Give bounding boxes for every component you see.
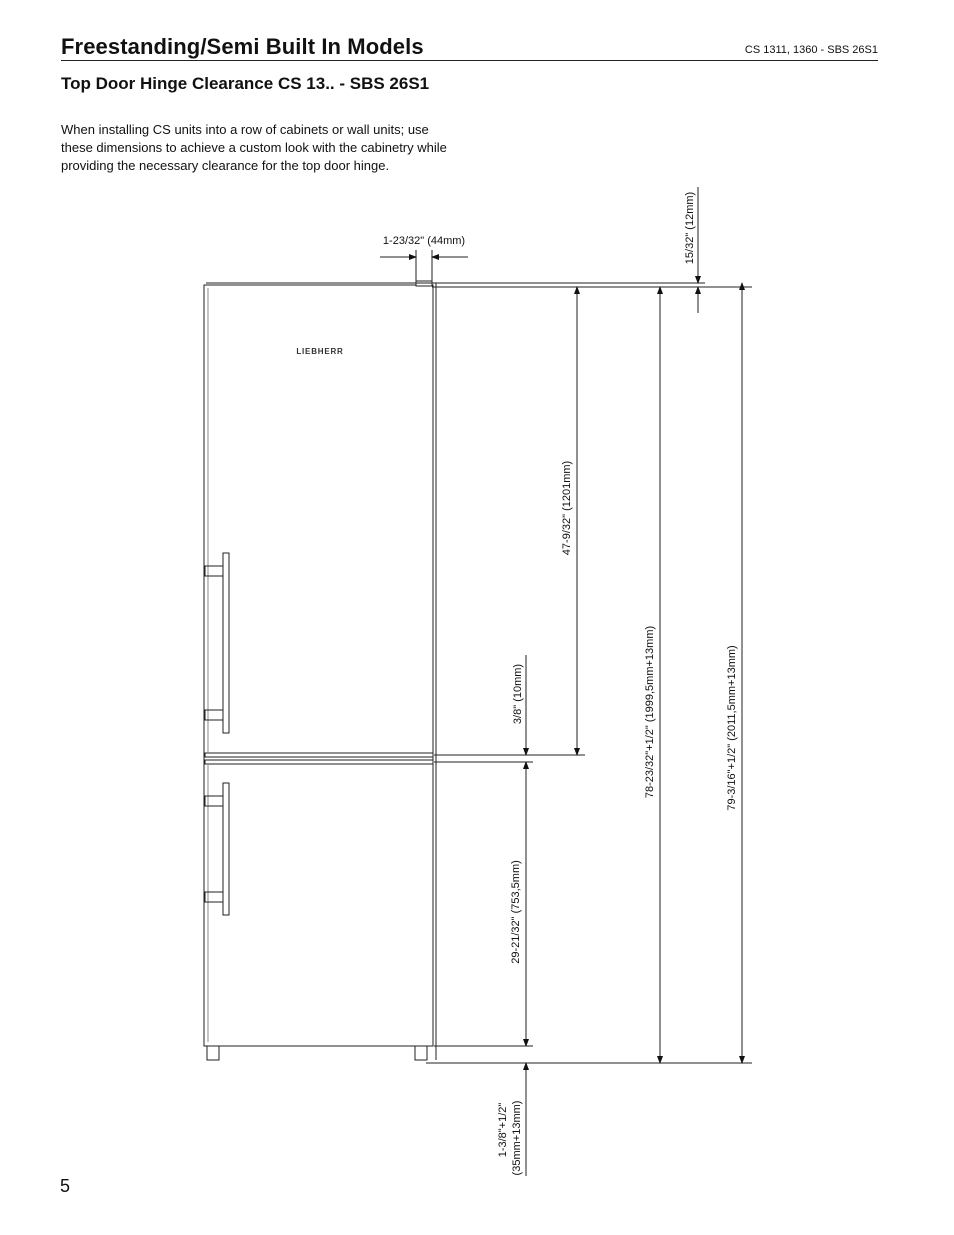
upper-door-height-label: 47-9/32" (1201mm) [561, 460, 573, 556]
front-right-foot [415, 1046, 427, 1060]
upper-door-handle [223, 553, 229, 733]
brand-logo: LIEBHERR [296, 347, 344, 356]
lower-door-handle [223, 783, 229, 915]
page-number: 5 [60, 1176, 71, 1196]
hinge-width-label: 1-23/32" (44mm) [382, 235, 466, 247]
refrigerator-body [204, 285, 433, 1046]
overall-height-label: 79-3/16"+1/2" (2011,5mm+13mm) [726, 645, 738, 811]
hinge-height-label: 78-23/32"+1/2" (1999,5mm+13mm) [644, 625, 656, 799]
front-left-foot [207, 1046, 219, 1060]
door-gap-label: 3/8" (10mm) [512, 663, 524, 725]
lower-door-top-edge [205, 760, 433, 764]
upper-door-bottom-edge [205, 753, 433, 757]
feet-height-label-line2: (35mm+13mm) [511, 1100, 523, 1176]
lower-door-height-label: 29-21/32" (753,5mm) [510, 860, 522, 964]
section-title: Top Door Hinge Clearance CS 13.. - SBS 26S1 [61, 74, 430, 93]
feet-height-label-line1: 1-3/8"+1/2" [497, 1102, 509, 1158]
model-codes: CS 1311, 1360 - SBS 26S1 [744, 44, 878, 56]
top-clearance-label: 15/32" (12mm) [684, 191, 696, 265]
intro-paragraph: When installing CS units into a row of cabinets or wall units; use these dimensions to achieve a custom look with the cabinetry while providing the necessary clearance for the top door hinge. [61, 122, 447, 173]
page-title: Freestanding/Semi Built In Models [61, 34, 424, 59]
